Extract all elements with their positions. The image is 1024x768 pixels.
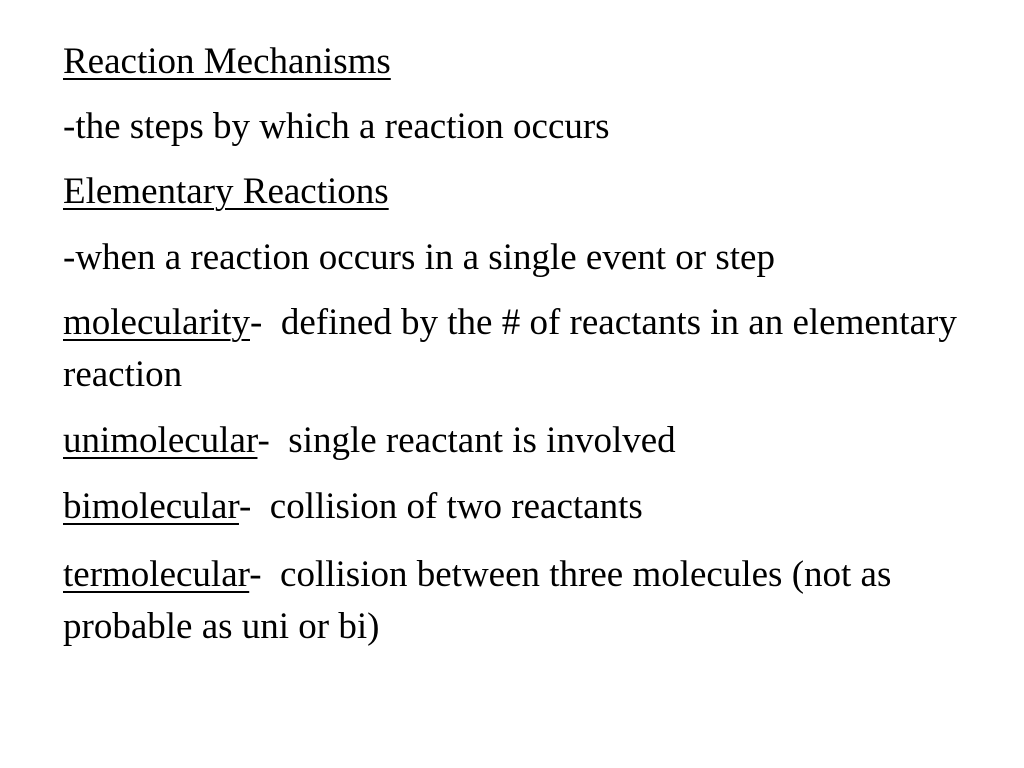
term-separator: - [238, 486, 270, 527]
term-name: molecularity [63, 302, 250, 343]
term-termolecular [63, 549, 966, 653]
term-name: unimolecular [63, 420, 258, 461]
definition-elementary-reactions: -when a reaction occurs in a single event or step [63, 237, 775, 278]
term-definition: collision between three molecules (not as probable as uni or bi) [63, 554, 892, 647]
heading-reaction-mechanisms [63, 36, 966, 88]
definition-reaction-mechanisms: -the steps by which a reaction occurs [63, 106, 610, 147]
term-unimolecular [63, 415, 966, 467]
term-molecularity [63, 297, 966, 401]
term-bimolecular [63, 481, 966, 533]
heading-text: Reaction Mechanisms [63, 41, 391, 82]
term-separator: - [250, 302, 281, 343]
term-name: termolecular [63, 554, 250, 595]
term-definition: collision of two reactants [269, 486, 643, 527]
term-definition: defined by the # of reactants in an elementary reaction [63, 302, 957, 395]
term-separator: - [249, 554, 281, 595]
term-name: bimolecular [63, 486, 239, 527]
heading-elementary-reactions [63, 166, 966, 218]
term-separator: - [257, 420, 289, 461]
term-definition: single reactant is involved [288, 420, 676, 461]
heading-text: Elementary Reactions [63, 171, 389, 212]
